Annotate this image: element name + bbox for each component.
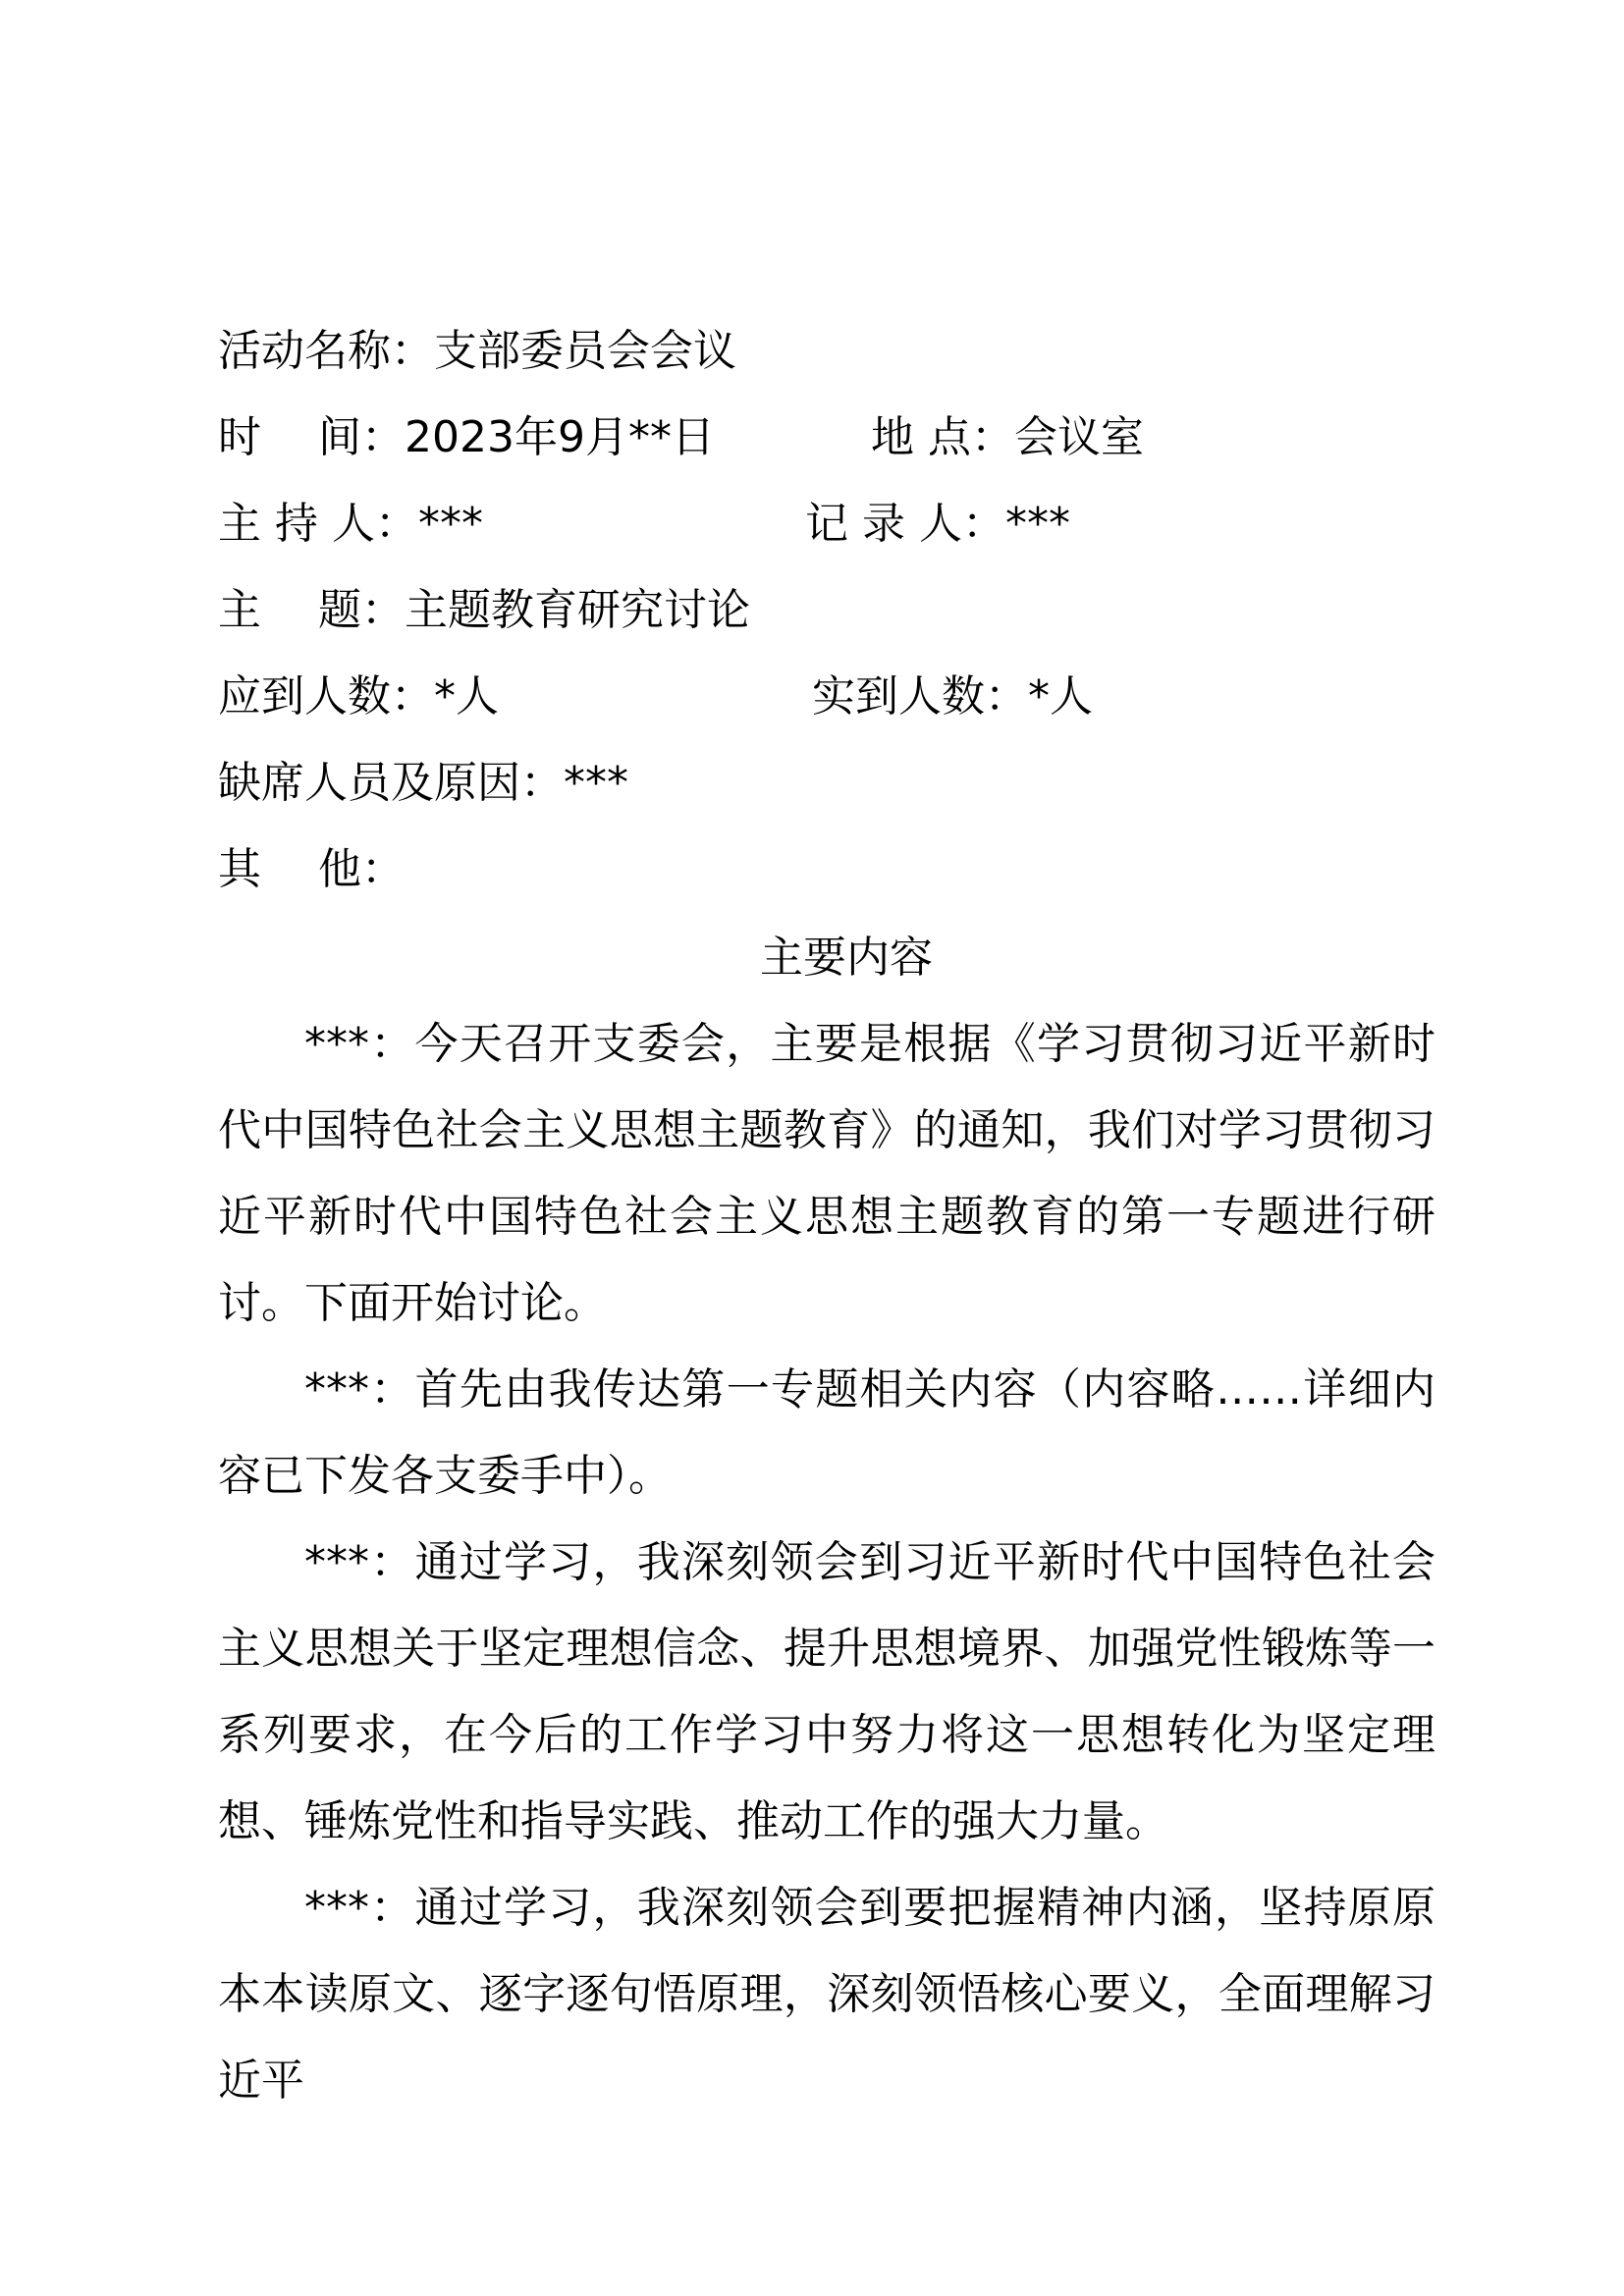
actual-count-value: *人 <box>1028 671 1093 721</box>
host-label: 主 持 人： <box>218 499 418 549</box>
time-field <box>218 408 715 467</box>
other-field <box>218 840 405 899</box>
activity-name-label: 活动名称： <box>218 326 434 376</box>
time-label: 时 间： <box>218 412 405 462</box>
host-field <box>218 495 483 554</box>
topic-label: 主 题： <box>218 585 405 635</box>
paragraph: ***：通过学习，我深刻领会到习近平新时代中国特色社会主义思想关于坚定理想信念、提升思想境界、加强党性锻炼等一系列要求，在今后的工作学习中努力将这一思想转化为坚定理想、锤炼党性和指导实践、推动工作的强大力量。 <box>218 1537 1435 1846</box>
recorder-field <box>805 495 1070 554</box>
expected-count-label: 应到人数： <box>218 671 434 721</box>
absentees-label: 缺席人员及原因： <box>218 758 564 808</box>
host-recorder-row <box>218 487 1435 573</box>
recorder-label: 记 录 人： <box>805 499 1005 549</box>
host-value: *** <box>417 499 483 549</box>
location-field <box>871 408 1144 467</box>
activity-name-row <box>218 314 1435 400</box>
time-value: 2023年9月**日 <box>405 412 715 462</box>
expected-count-field <box>218 667 499 726</box>
main-content-heading: 主要内容 <box>760 933 933 983</box>
expected-count-value: *人 <box>434 671 499 721</box>
topic-row <box>218 573 1435 660</box>
absentees-field <box>218 754 628 813</box>
topic-field <box>218 581 750 640</box>
paragraph: ***：通过学习，我深刻领会到要把握精神内涵，坚持原原本本读原文、逐字逐句悟原理，深刻领悟核心要义，全面理解习近平 <box>218 1883 1435 2106</box>
recorder-value: *** <box>1004 499 1070 549</box>
document-page <box>218 314 1435 2124</box>
activity-name-value: 支部委员会会议 <box>434 326 736 376</box>
actual-count-field <box>812 667 1093 726</box>
attendance-row <box>218 660 1435 746</box>
paragraph: ***：首先由我传达第一专题相关内容（内容略……详细内容已下发各支委手中）。 <box>218 1364 1435 1501</box>
paragraph: ***：今天召开支委会，主要是根据《学习贯彻习近平新时代中国特色社会主义思想主题教育》的通知，我们对学习贯彻习近平新时代中国特色社会主义思想主题教育的第一专题进行研讨。下面开始讨论。 <box>218 1019 1435 1328</box>
other-row <box>218 832 1435 919</box>
time-location-row <box>218 400 1435 487</box>
absentees-value: *** <box>564 758 628 808</box>
absentees-row <box>218 746 1435 832</box>
other-label: 其 他： <box>218 844 405 894</box>
activity-name-field <box>218 322 736 381</box>
topic-value: 主题教育研究讨论 <box>405 585 750 635</box>
location-label: 地 点： <box>871 412 1014 462</box>
location-value: 会议室 <box>1014 412 1144 462</box>
actual-count-label: 实到人数： <box>812 671 1028 721</box>
